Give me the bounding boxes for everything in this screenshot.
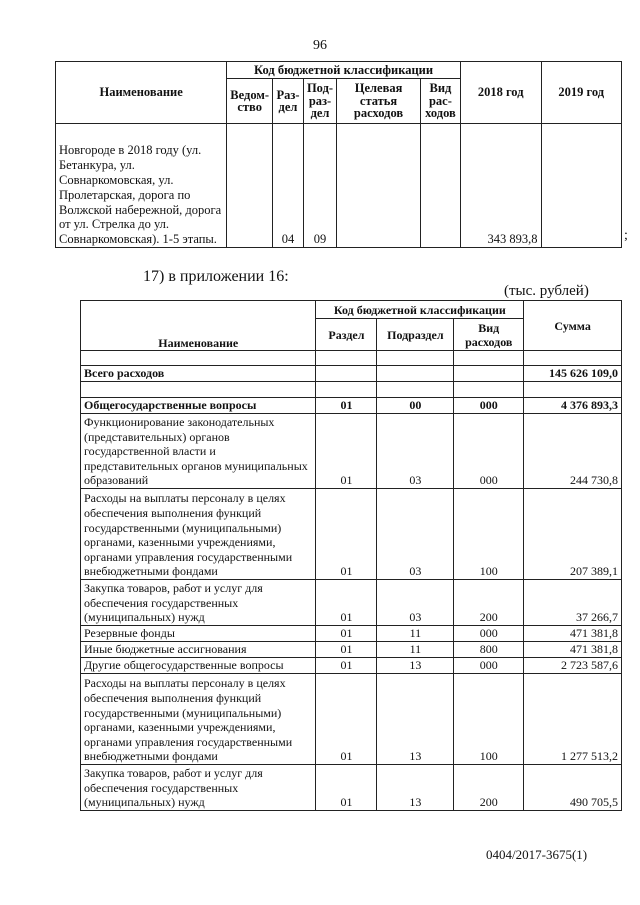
trailing-semicolon: ; xyxy=(624,228,628,243)
table-row xyxy=(56,124,622,248)
row-vid: 000 xyxy=(454,658,524,674)
row-razdel: 04 xyxy=(273,124,304,248)
row-razdel: 01 xyxy=(316,580,377,626)
row-podrazdel: 13 xyxy=(377,674,454,765)
row-podrazdel xyxy=(377,366,454,382)
spacer-row xyxy=(81,382,622,398)
row-sum: 244 730,8 xyxy=(524,414,622,489)
row-ved xyxy=(227,124,273,248)
row-name: Закупка товаров, работ и услуг для обеспечения государственных (муниципальных) нужд xyxy=(81,765,316,811)
row-sum: 471 381,8 xyxy=(524,626,622,642)
row-vid: 000 xyxy=(454,398,524,414)
row-vid: 800 xyxy=(454,642,524,658)
row-name: Расходы на выплаты персоналу в целях обеспечения выполнения функций государственными (муниципальными) органами, казенными учреждениями, органами управления государственными внебюджетными фондами xyxy=(81,674,316,765)
table-row xyxy=(81,580,622,626)
header-name: Наименование xyxy=(56,62,227,124)
header-2019: 2019 год xyxy=(541,62,622,124)
row-vid: 100 xyxy=(454,489,524,580)
row-razdel: 01 xyxy=(316,489,377,580)
row-vid: 200 xyxy=(454,580,524,626)
header-target: Целевая статья расходов xyxy=(337,79,421,124)
row-razdel xyxy=(316,366,377,382)
appendix-line: 17) в приложении 16: xyxy=(143,268,289,285)
header-code-group: Код бюджетной классификации xyxy=(227,62,461,79)
header-podrazdel: Под-раз-дел xyxy=(303,79,336,124)
page-number: 96 xyxy=(313,38,327,53)
row-name: Иные бюджетные ассигнования xyxy=(81,642,316,658)
row-razdel: 01 xyxy=(316,658,377,674)
row-razdel: 01 xyxy=(316,398,377,414)
row-name: Расходы на выплаты персоналу в целях обеспечения выполнения функций государственными (муниципальными) органами, казенными учреждениями, органами управления государственными внебюджетными фондами xyxy=(81,489,316,580)
units-label: (тыс. рублей) xyxy=(504,283,589,299)
header-ved: Ведом-ство xyxy=(227,79,273,124)
expenses-by-section-table xyxy=(80,300,622,811)
budget-table-2018-2019 xyxy=(55,61,622,248)
document-code: 0404/2017-3675(1) xyxy=(486,847,588,862)
table-row xyxy=(81,626,622,642)
header-razdel: Раздел xyxy=(316,319,377,351)
table-row xyxy=(81,674,622,765)
row-name: Новгороде в 2018 году (ул. Бетанкура, ул. Совнаркомовская, ул. Пролетарская, дорога по Волжской набережной, дорога от ул. Стрелка до ул. Совнаркомовская). 1-5 этапы. xyxy=(56,124,227,248)
row-name: Всего расходов xyxy=(81,366,316,382)
header-name: Наименование xyxy=(81,301,316,351)
row-vid: 200 xyxy=(454,765,524,811)
row-sum: 37 266,7 xyxy=(524,580,622,626)
row-name: Резервные фонды xyxy=(81,626,316,642)
row-sum: 2 723 587,6 xyxy=(524,658,622,674)
row-podrazdel: 13 xyxy=(377,658,454,674)
row-razdel: 01 xyxy=(316,626,377,642)
row-podrazdel: 09 xyxy=(303,124,336,248)
row-vid: 100 xyxy=(454,674,524,765)
spacer-row xyxy=(81,351,622,366)
row-razdel: 01 xyxy=(316,765,377,811)
row-podrazdel: 03 xyxy=(377,489,454,580)
row-podrazdel: 11 xyxy=(377,626,454,642)
header-code-group: Код бюджетной классификации xyxy=(316,301,524,319)
row-podrazdel: 03 xyxy=(377,414,454,489)
row-vid: 000 xyxy=(454,414,524,489)
row-podrazdel: 11 xyxy=(377,642,454,658)
row-2018: 343 893,8 xyxy=(460,124,541,248)
row-sum: 207 389,1 xyxy=(524,489,622,580)
header-vid: Вид расходов xyxy=(454,319,524,351)
header-2018: 2018 год xyxy=(460,62,541,124)
table-row xyxy=(81,398,622,414)
header-sum: Сумма xyxy=(524,301,622,351)
row-name: Закупка товаров, работ и услуг для обеспечения государственных (муниципальных) нужд xyxy=(81,580,316,626)
row-2019 xyxy=(541,124,622,248)
table-row xyxy=(81,765,622,811)
row-podrazdel: 00 xyxy=(377,398,454,414)
row-podrazdel: 03 xyxy=(377,580,454,626)
row-razdel: 01 xyxy=(316,642,377,658)
row-razdel: 01 xyxy=(316,674,377,765)
table-row xyxy=(81,658,622,674)
table-row xyxy=(81,489,622,580)
row-podrazdel: 13 xyxy=(377,765,454,811)
row-sum: 1 277 513,2 xyxy=(524,674,622,765)
row-name: Другие общегосударственные вопросы xyxy=(81,658,316,674)
row-razdel: 01 xyxy=(316,414,377,489)
row-vid: 000 xyxy=(454,626,524,642)
row-vid xyxy=(454,366,524,382)
header-razdel: Раз-дел xyxy=(273,79,304,124)
header-vid: Вид рас-ходов xyxy=(421,79,461,124)
row-sum: 471 381,8 xyxy=(524,642,622,658)
table-row xyxy=(81,642,622,658)
table-row xyxy=(81,366,622,382)
header-podrazdel: Подраздел xyxy=(377,319,454,351)
row-name: Функционирование законодательных (представительных) органов государственной власти и представительных органов муниципальных образований xyxy=(81,414,316,489)
table-row xyxy=(81,414,622,489)
row-sum: 145 626 109,0 xyxy=(524,366,622,382)
row-name: Общегосударственные вопросы xyxy=(81,398,316,414)
row-sum: 4 376 893,3 xyxy=(524,398,622,414)
row-vid xyxy=(421,124,461,248)
row-sum: 490 705,5 xyxy=(524,765,622,811)
row-target xyxy=(337,124,421,248)
